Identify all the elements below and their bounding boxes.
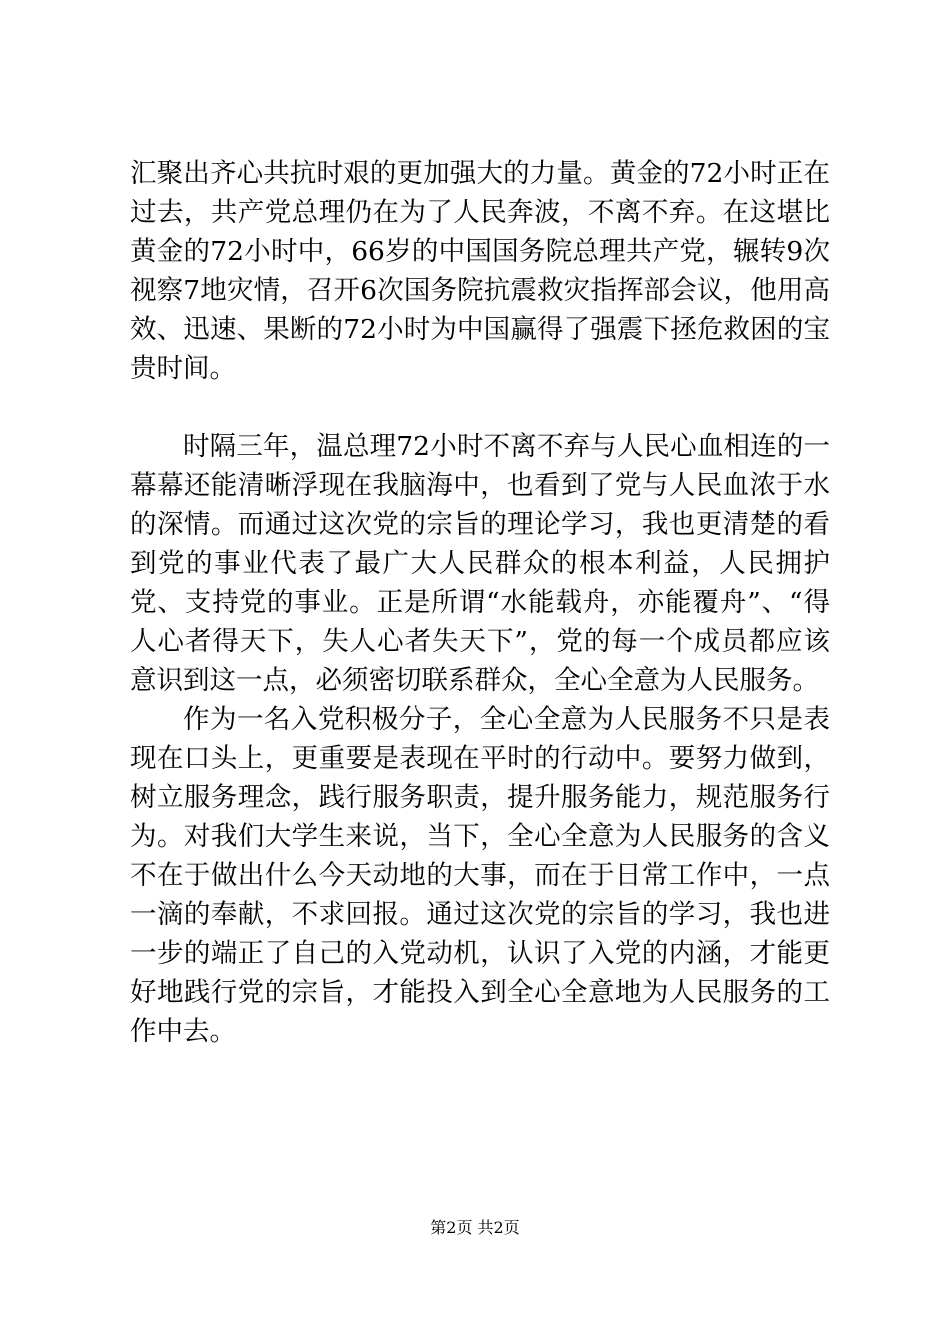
document-body xyxy=(130,154,830,1051)
page-number-footer: 第2页 共2页 xyxy=(430,1218,520,1237)
paragraph-1: 汇聚出齐心共抗时艰的更加强大的力量。黄金的72小时正在过去，共产党总理仍在为了人民奔波，不离不弃。在这堪比黄金的72小时中，66岁的中国国务院总理共产党，辗转9次视察7地灾情，召开6次国务院抗震救灾指挥部会议，他用高效、迅速、果断的72小时为中国赢得了强震下拯危救困的宝贵时间。 xyxy=(130,158,830,384)
paragraph-3: 作为一名入党积极分子，全心全意为人民服务不只是表现在口头上，更重要是表现在平时的行动中。要努力做到，树立服务理念，践行服务职责，提升服务能力，规范服务行为。对我们大学生来说，当下，全心全意为人民服务的含义不在于做出什么今天动地的大事，而在于日常工作中，一点一滴的奉献，不求回报。通过这次党的宗旨的学习，我也进一步的端正了自己的入党动机，认识了入党的内涵，才能更好地践行党的宗旨，才能投入到全心全意地为人民服务的工作中去。 xyxy=(130,704,830,1047)
paragraph-2: 时隔三年，温总理72小时不离不弃与人民心血相连的一幕幕还能清晰浮现在我脑海中，也看到了党与人民血浓于水的深情。而通过这次党的宗旨的理论学习，我也更清楚的看到党的事业代表了最广大人民群众的根本利益，人民拥护党、支持党的事业。正是所谓“水能载舟，亦能覆舟”、“得人心者得天下，失人心者失天下”，党的每一个成员都应该意识到这一点，必须密切联系群众，全心全意为人民服务。 xyxy=(130,431,830,696)
